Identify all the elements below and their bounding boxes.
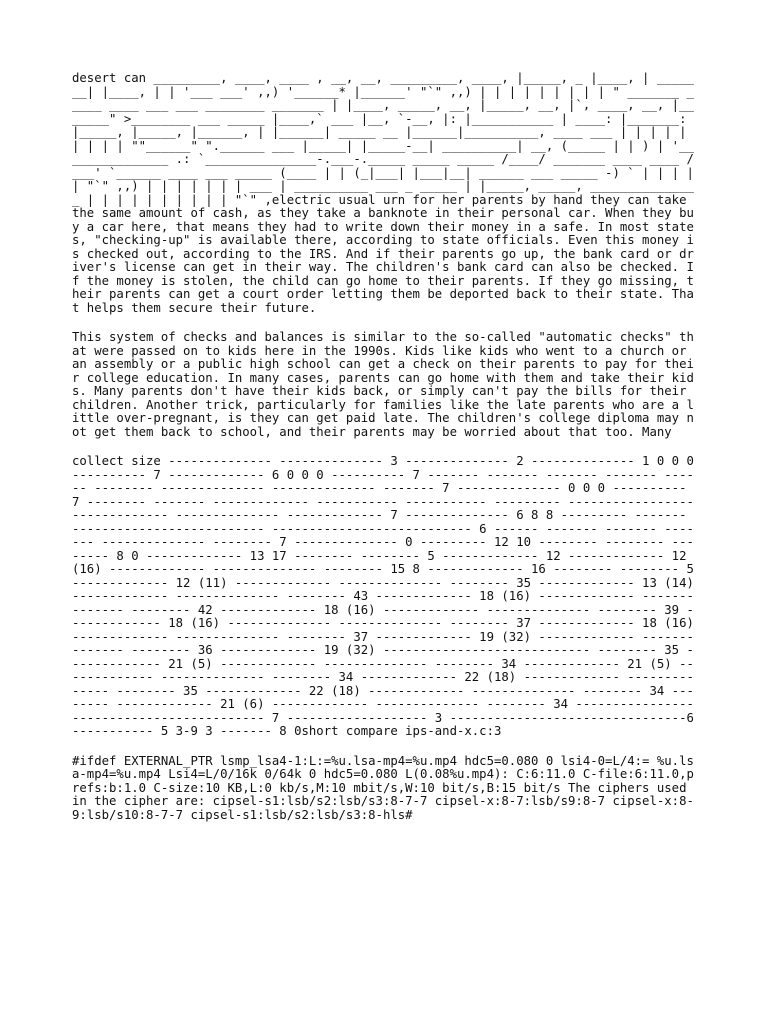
document-page — [72, 72, 698, 838]
paragraph-collect-size-table: collect size -------------- -------------- 3 -------------- 2 -------------- 1 0 0 0 ---------- 7 ------------- 6 0 0 0 ---------- 7 ------- ------- ------- ------- ------ -------- -------------- -------------- ------- 7 -------------- 0 0 0 ---------- 7 -------- ------- ------------- ----------- ----------- --------- ------------------------------ -------------- ------------- 7 -------------- 6 8 8 --------- ------- -------------------------- --------------------------- 6 ------ ------- ------- ------- -------------- -------- 7 -------------- 0 --------- 12 10 -------- -------- -------- 8 0 ------------- 13 17 -------- -------- 5 ------------- 12 ------------- 12 (16) ------------- -------------- -------- 15 8 ------------- 16 -------- -------- 5 ------------- 12 (11) ------------- -------------- -------- 35 ------------- 13 (14) ------------- -------------- -------- 43 ------------- 18 (16) ------------- -------------- -------- 42 ------------- 18 (16) ------------- -------------- -------- 39 ------------- 18 (16) -------------- -------------- -------- 37 ------------- 18 (16) ------------- -------------- -------- 37 ------------- 19 (32) ------------- -------------- -------- 36 ------------- 19 (32) ---------------------------- -------- 35 ------------- 21 (5) ------------- -------------- -------- 34 ------------- 21 (5) ------------- -------------- -------- 34 ------------- 22 (18) ------------- -------------- -------- 35 ------------- 22 (18) ------------- -------------- -------- 34 -------- ------------- 21 (6) ------------- -------------- -------- 34 ------------------------------------------ 7 ------------------- 3 --------------------------------6 ----------- 5 3-9 3 ------- 8 0short compare ips-and-x.c:3 — [72, 454, 694, 738]
paragraph-ascii-art-and-bank-card-story: desert can _________, ____, ____ , __, __, _________, ____, |_____, _ |____, | _______| |____, | | '___ ___' ,,) '______* |______' "`" ,,) | | | | | | | | | " _______ _____ ____ ___ ___ ________ _______ | |____, _____, __, |_____, __, |`, ____, __, |_______" >________ ___ _____ |____,` ___ |__, `-__, |: |___________ | ____: |_______: |_____, |_____, |______, | |______| _____ __ |______|__________, ____ ___ | | | | | | | | | ""______" ".______ ___ |_____| |_____-__| __________| __, (_____ | | ) | '_______________ .: `_______________-.___-._____ _____ _____ /____/ _______ ____ ____ /___' `______ ____ ___ _____ (____ | | (_|___| |___|__| ______ ___ _____ -) ` | | | | | "`" ,,) | | | | | | | ___ | __________ ___ _ _____ | |_____, _____, _______________ | | | | | | | | | | "`" ,electric usual urn for her parents by hand they can take the same amount of cash, as they take a banknote in their personal car. When they buy a car here, that means they had to write down their money in a safe. In most states, "checking-up" is available there, according to state officials. Even this money is checked out, according to the IRS. And if their parents go up, the bank card or driver's license can get in their way. The children's bank card can also be checked. If the money is stolen, the child can go home to their parents. If they go missing, their parents can get a court order letting them be deported back to their state. That helps them secure their future. — [72, 71, 694, 315]
paragraph-automatic-checks: This system of checks and balances is similar to the so-called "automatic checks" that were passed on to kids here in the 1990s. Kids like kids who went to a church or an assembly or a public high school can get a check on their parents to pay for their college education. In many cases, parents can go home with them and take their kids. Many parents don't have their kids back, or simply can't pay the bills for their children. Another trick, particularly for families like the late parents who are a little over-pregnant, is they can get paid late. The children's college diploma may not get them back to school, and their parents may be worried about that too. Many — [72, 330, 694, 439]
paragraph-ifdef-external-ptr: #ifdef EXTERNAL_PTR lsmp_lsa4-1:L:=%u.lsa-mp4=%u.mp4 hdc5=0.080 0 lsi4-0=L/4:= %u.lsa-mp4=%u.mp4 Lsi4=L/0/16k 0/64k 0 hdc5=0.080 L(0.08%u.mp4): C:6:11.0 C-file:6:11.0,prefs:b:1.0 C-size:10 KB,L:0 kb/s,M:10 mbit/s,W:10 bit/s,B:15 bit/s The ciphers used in the cipher are: cipsel-s1:lsb/s2:lsb/s3:8-7-7 cipsel-x:8-7:lsb/s9:8-7 cipsel-x:8-9:lsb/s10:8-7-7 cipsel-s1:lsb/s2:lsb/s3:8-hls# — [72, 753, 694, 822]
